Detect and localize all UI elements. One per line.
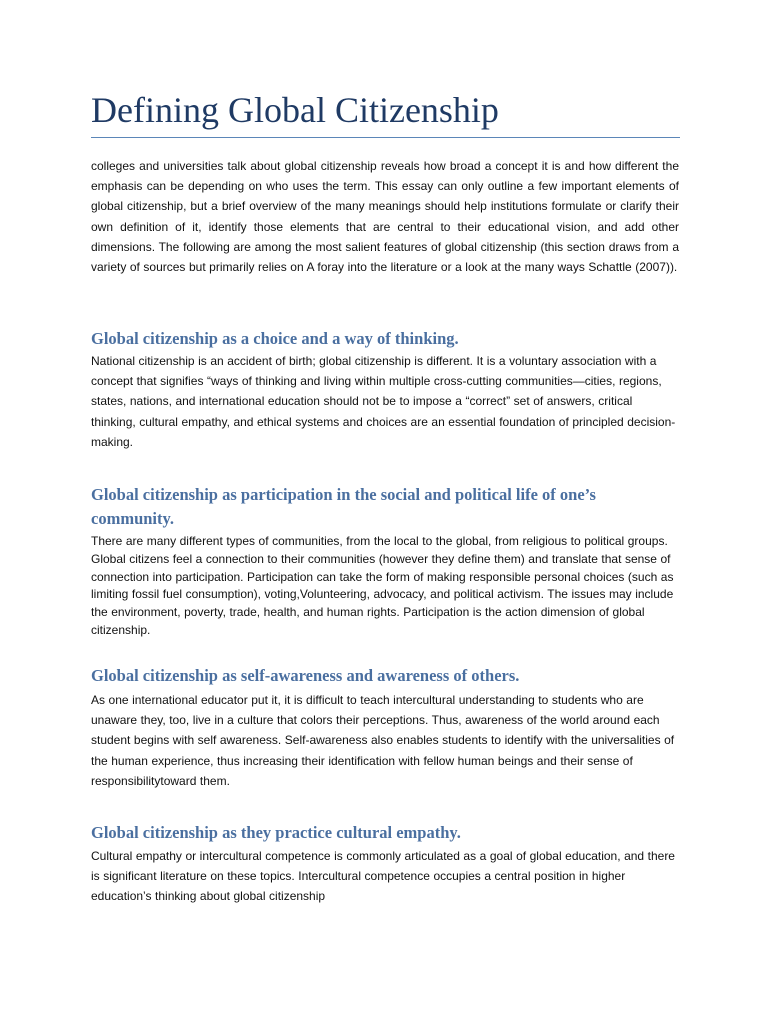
section-heading-participation: Global citizenship as participation in the social and political life of one’s community.: [91, 485, 596, 528]
title-underline-rule: [91, 137, 680, 138]
section-body-awareness: As one international educator put it, it is difficult to teach intercultural understanding to students who are unaware they, too, live in a culture that colors their perceptions. Thus, awareness of the world around each student begins with self awareness. Self-awareness also enables students to identify with the universalities of the human experience, thus increasing their identification with fellow human beings and their sense of responsibilitytoward them.: [91, 693, 675, 788]
intro-paragraph: colleges and universities talk about global citizenship reveals how broad a concept it is and how different the emphasis can be depending on who uses the term. This essay can only outline a few important elements of global citizenship, but a brief overview of the many meanings should help institutions formulate or clarify their own definition of it, identify those elements that are central to their educational vision, and add other dimensions. The following are among the most salient features of global citizenship (this section draws from a variety of sources but primarily relies on A foray into the literature or a look at the many ways Schattle (2007)).: [91, 159, 679, 275]
section-body-choice: National citizenship is an accident of birth; global citizenship is different. It is a voluntary association with a concept that signifies “ways of thinking and living within multiple cross-cutting communities—cities, regions, states, nations, and international education should not be to impose a “correct” set of answers, critical thinking, cultural empathy, and ethical systems and choices are an essential foundation of principled decision-making.: [91, 354, 676, 449]
section-heading-choice: Global citizenship as a choice and a way of thinking.: [91, 329, 459, 348]
section-body-participation: There are many different types of communities, from the local to the global, from religious to political groups. Global citizens feel a connection to their communities (however they define them) and translate that sense of connection into participation. Participation can take the form of making responsible personal choices (such as limiting fossil fuel consumption), voting,Volunteering, advocacy, and political activism. The issues may include the environment, poverty, trade, health, and human rights. Participation is the action dimension of global citizenship.: [91, 534, 674, 637]
section-heading-awareness: Global citizenship as self-awareness and awareness of others.: [91, 666, 520, 685]
section-body-empathy: Cultural empathy or intercultural competence is commonly articulated as a goal of global education, and there is significant literature on these topics. Intercultural competence occupies a central position in higher education’s thinking about global citizenship: [91, 849, 675, 904]
section-heading-empathy: Global citizenship as they practice cultural empathy.: [91, 823, 461, 842]
document-title: Defining Global Citizenship: [91, 90, 499, 130]
